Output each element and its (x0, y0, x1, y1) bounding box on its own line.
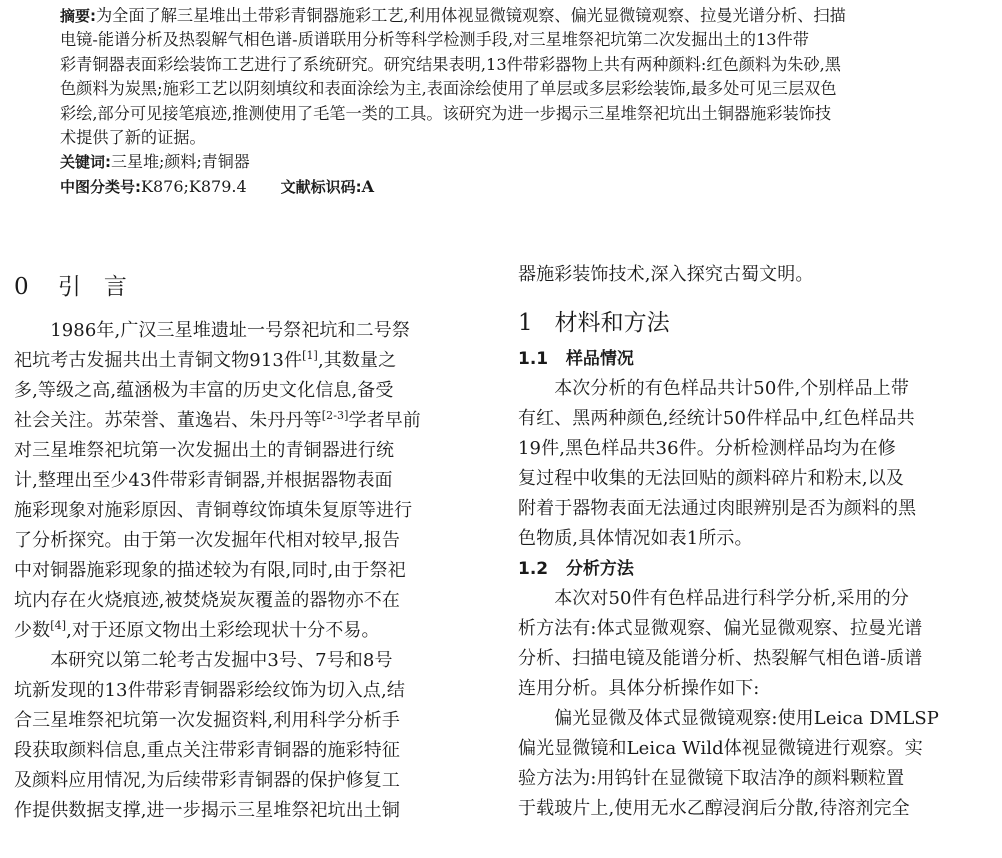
body-line (14, 766, 484, 796)
left-column (14, 272, 484, 826)
body-text: 少数 (14, 620, 51, 641)
body-line (14, 466, 484, 496)
samples-body (518, 374, 988, 554)
body-text: ,对于还原文物出土彩绘现状十分不易。 (66, 620, 380, 641)
intro-body (14, 316, 484, 826)
clc-label: 中图分类号: (60, 177, 141, 196)
citation-ref: [1] (302, 349, 318, 362)
body-text: 了分析探究。由于第一次发掘年代相对较早,报告 (14, 530, 400, 551)
doc-code-value: A (361, 176, 375, 196)
body-line (14, 796, 484, 826)
citation-ref: [4] (50, 619, 67, 632)
doc-code-label: 文献标识码: (280, 177, 362, 196)
body-line: 本次分析的有色样品共计50件,个别样品上带 (518, 378, 909, 399)
body-line (14, 406, 484, 436)
right-column (518, 260, 988, 824)
section-heading-materials (518, 308, 988, 338)
body-line: 偏光显微镜和Leica Wild体视显微镜进行观察。实 (518, 738, 923, 759)
body-text: 中对铜器施彩现象的描述较为有限,同时,由于祭祀 (14, 560, 406, 581)
citation-ref: [2-3] (321, 409, 349, 422)
abstract-label: 摘要: (60, 7, 96, 25)
clc-value: K876;K879.4 (141, 176, 247, 196)
body-text: 段获取颜料信息,重点关注带彩青铜器的施彩特征 (14, 740, 400, 761)
body-line (14, 616, 484, 646)
abstract-text: 为全面了解三星堆出土带彩青铜器施彩工艺,利用体视显微镜观察、偏光显微镜观察、拉曼光谱分析、扫描 (96, 6, 846, 25)
body-line (14, 556, 484, 586)
body-line: 析方法有:体式显微观察、偏光显微观察、拉曼光谱 (518, 618, 923, 639)
section-heading-intro (14, 272, 484, 302)
keywords-text: 三星堆;颜料;青铜器 (111, 152, 250, 172)
body-text: 本研究以第二轮考古发掘中3号、7号和8号 (14, 650, 393, 671)
body-line (14, 676, 484, 706)
body-line: 19件,黑色样品共36件。分析检测样品均为在修 (518, 438, 896, 459)
body-line (14, 736, 484, 766)
body-line (14, 496, 484, 526)
body-line: 于载玻片上,使用无水乙醇浸润后分散,待溶剂完全 (518, 798, 910, 819)
keywords-label: 关键词: (60, 153, 111, 172)
abstract-line-6: 术提供了新的证据。 (60, 128, 206, 148)
section-number: 1 (518, 310, 533, 336)
body-line: 复过程中收集的无法回贴的颜料碎片和粉末,以及 (518, 468, 904, 489)
section-title: 材料和方法 (554, 310, 670, 336)
body-text: 作提供数据支撑,进一步揭示三星堆祭祀坑出土铜 (14, 800, 400, 821)
body-text: 1986年,广汉三星堆遗址一号祭祀坑和二号祭 (14, 320, 410, 341)
abstract-line-2: 电镜-能谱分析及热裂解气相色谱-质谱联用分析等科学检测手段,对三星堆祭祀坑第二次发掘出土的13件带 (60, 30, 809, 50)
subsection-title: 样品情况 (565, 349, 634, 369)
section-title: 引 言 (57, 274, 127, 300)
body-text: 施彩现象对施彩原因、青铜尊纹饰填朱复原等进行 (14, 500, 413, 521)
subsection-heading-samples (518, 344, 988, 374)
body-line: 连用分析。具体分析操作如下: (518, 678, 760, 699)
body-line: 分析、扫描电镜及能谱分析、热裂解气相色谱-质谱 (518, 648, 923, 669)
body-text: 对三星堆祭祀坑第一次发掘出土的青铜器进行统 (14, 440, 395, 461)
body-line: 有红、黑两种颜色,经统计50件样品中,红色样品共 (518, 408, 915, 429)
body-text: 及颜料应用情况,为后续带彩青铜器的保护修复工 (14, 770, 400, 791)
body-line: 色物质,具体情况如表1所示。 (518, 528, 753, 549)
subsection-heading-methods (518, 554, 988, 584)
body-line: 本次对50件有色样品进行科学分析,采用的分 (518, 588, 909, 609)
body-text: 多,等级之高,蕴涵极为丰富的历史文化信息,备受 (14, 380, 394, 401)
body-text: 祀坑考古发掘共出土青铜文物913件 (14, 350, 303, 371)
body-text: 社会关注。苏荣誉、董逸岩、朱丹丹等 (14, 410, 322, 431)
body-line (14, 526, 484, 556)
abstract-line-4: 色颜料为炭黑;施彩工艺以阴刻填纹和表面涂绘为主,表面涂绘使用了单层或多层彩绘装饰,最多处可见三层双色 (60, 79, 837, 99)
body-line: 偏光显微及体式显微镜观察:使用Leica DMLSP (518, 708, 940, 729)
body-text: 坑新发现的13件带彩青铜器彩绘纹饰为切入点,结 (14, 680, 405, 701)
body-line (14, 376, 484, 406)
keywords-line (60, 150, 942, 175)
classification-line (60, 175, 942, 200)
abstract-line-3: 彩青铜器表面彩绘装饰工艺进行了系统研究。研究结果表明,13件带彩器物上共有两种颜料:红色颜料为朱砂,黑 (60, 54, 841, 74)
methods-body (518, 584, 988, 824)
body-line (14, 706, 484, 736)
body-line (14, 316, 484, 346)
section-number: 0 (14, 274, 29, 300)
subsection-number: 1.1 (518, 349, 549, 369)
body-text: 坑内存在火烧痕迹,被焚烧炭灰覆盖的器物亦不在 (14, 590, 400, 611)
body-text: ,其数量之 (317, 350, 397, 371)
subsection-title: 分析方法 (565, 559, 634, 579)
body-text: 计,整理出至少43件带彩青铜器,并根据器物表面 (14, 470, 393, 491)
body-line: 附着于器物表面无法通过肉眼辨别是否为颜料的黑 (518, 498, 917, 519)
abstract-line-5: 彩绘,部分可见接笔痕迹,推测使用了毛笔一类的工具。该研究为进一步揭示三星堆祭祀坑出土铜器施彩装饰技 (60, 103, 832, 123)
body-line (14, 646, 484, 676)
abstract-block (60, 4, 942, 199)
body-line (14, 346, 484, 376)
body-text: 合三星堆祭祀坑第一次发掘资料,利用科学分析手 (14, 710, 400, 731)
intro-continuation: 器施彩装饰技术,深入探究古蜀文明。 (518, 264, 814, 285)
body-line: 验方法为:用钨针在显微镜下取洁净的颜料颗粒置 (518, 768, 905, 789)
body-line (14, 586, 484, 616)
abstract-line-1 (60, 4, 942, 28)
body-line (14, 436, 484, 466)
body-text: 学者早前 (348, 410, 421, 431)
subsection-number: 1.2 (518, 559, 549, 579)
